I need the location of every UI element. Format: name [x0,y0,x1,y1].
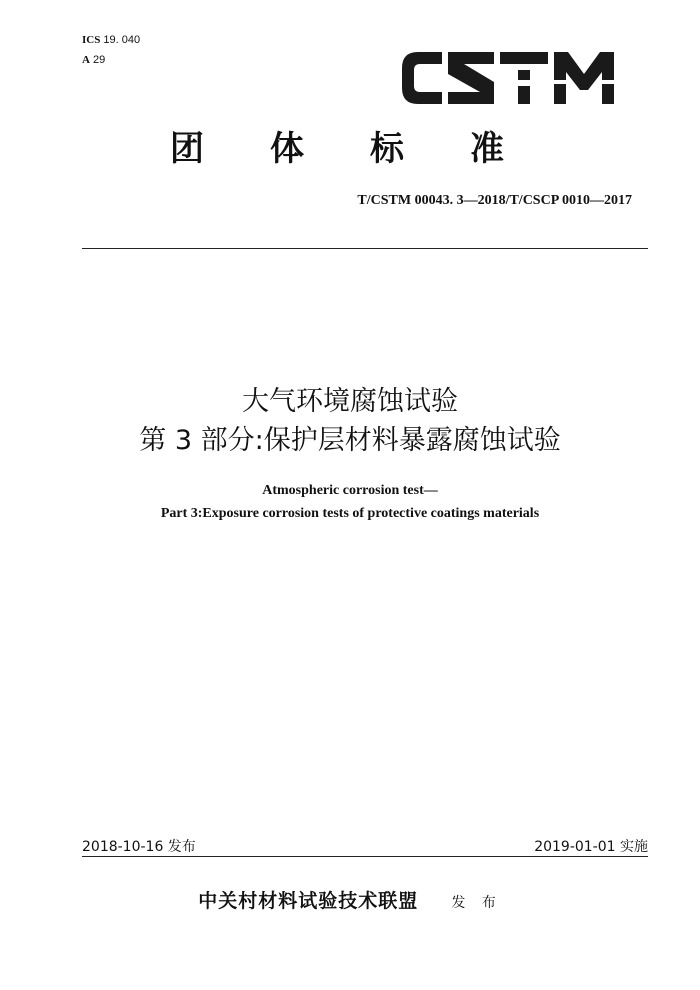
title-english-line-2: Part 3:Exposure corrosion tests of protective coatings materials [160,506,540,521]
ics-classification [82,33,140,47]
title-chinese-line-2: 第 3 部分:保护层材料暴露腐蚀试验 [139,425,561,456]
title-english-line-1: Atmospheric corrosion test— [262,483,438,498]
ccs-classification [82,53,105,67]
title-chinese-line-1: 大气环境腐蚀试验 [242,386,458,417]
ccs-label: A [82,54,90,66]
publisher [0,888,700,916]
publisher-action: 发 布 [451,895,502,911]
standard-type-label: 团体标准 [170,129,570,169]
bottom-divider [82,856,648,857]
logo-text: CSTM [398,46,401,47]
ccs-value: 29 [93,54,106,66]
ics-label: ICS [82,34,101,46]
standard-number: T/CSTM 00043. 3—2018/T/CSCP 0010—2017 [357,193,632,208]
ics-value: 19. 040 [103,34,141,46]
publisher-name: 中关村材料试验技术联盟 [198,890,419,912]
issue-date: 2018-10-16 发布 [82,839,196,855]
cstm-logo [398,46,618,110]
top-divider [82,248,648,249]
implementation-date: 2019-01-01 实施 [534,839,648,855]
